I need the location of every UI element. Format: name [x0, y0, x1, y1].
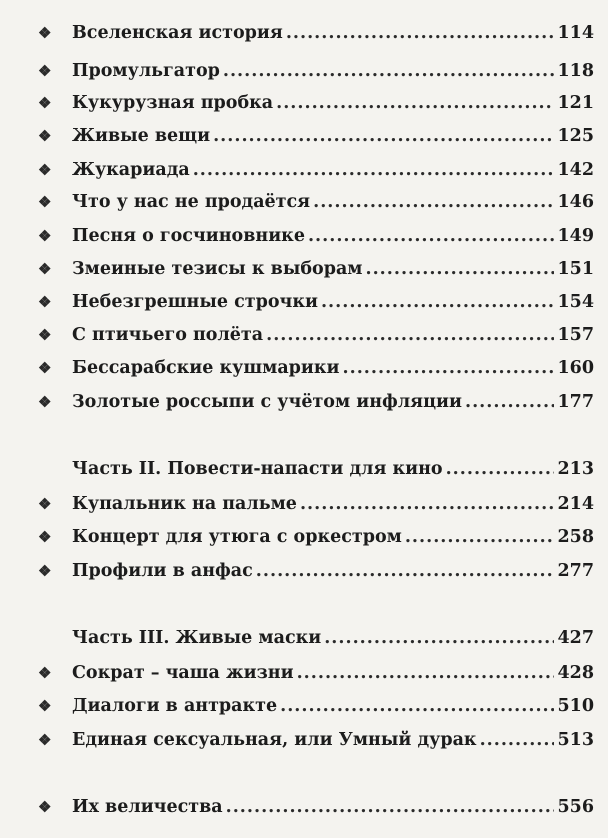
leader-dots — [193, 160, 555, 180]
toc-part-heading[interactable] — [38, 623, 594, 653]
diamond-bullet-icon: ❖ — [38, 24, 52, 42]
diamond-bullet-icon: ❖ — [38, 798, 52, 816]
diamond-bullet-icon: ❖ — [38, 697, 52, 715]
toc-entry[interactable] — [38, 658, 594, 688]
page-number: 157 — [557, 325, 594, 345]
diamond-bullet-icon: ❖ — [38, 293, 52, 311]
page-number: 142 — [557, 160, 594, 180]
diamond-bullet-icon: ❖ — [38, 495, 52, 513]
leader-dots — [213, 126, 554, 146]
toc-entry[interactable] — [38, 187, 594, 217]
entry-title: Бессарабские кушмарики — [72, 358, 340, 378]
toc-entry[interactable] — [38, 489, 594, 519]
leader-dots — [366, 259, 555, 279]
part-title: Часть III. Живые маски — [72, 628, 322, 648]
entry-title: Диалоги в антракте — [72, 696, 278, 716]
diamond-bullet-icon: ❖ — [38, 94, 52, 112]
leader-dots — [324, 628, 554, 648]
diamond-bullet-icon: ❖ — [38, 260, 52, 278]
page-number: 513 — [557, 730, 594, 750]
toc-entry[interactable] — [38, 691, 594, 721]
diamond-bullet-icon: ❖ — [38, 227, 52, 245]
diamond-bullet-icon: ❖ — [38, 664, 52, 682]
toc-entry[interactable] — [38, 792, 594, 822]
page-number: 427 — [557, 628, 594, 648]
diamond-bullet-icon: ❖ — [38, 127, 52, 145]
toc-entry[interactable] — [38, 221, 594, 251]
leader-dots — [280, 696, 554, 716]
diamond-bullet-icon: ❖ — [38, 528, 52, 546]
toc-entry[interactable] — [38, 155, 594, 185]
diamond-bullet-icon: ❖ — [38, 359, 52, 377]
toc-entry[interactable] — [38, 522, 594, 552]
toc-entry[interactable] — [38, 556, 594, 586]
toc-entry[interactable] — [38, 287, 594, 317]
entry-title: Кукурузная пробка — [72, 93, 274, 113]
entry-title: Золотые россыпи с учётом инфляции — [72, 392, 462, 412]
diamond-bullet-icon: ❖ — [38, 731, 52, 749]
toc-entry[interactable] — [38, 320, 594, 350]
entry-title: Профили в анфас — [72, 561, 253, 581]
toc-entry[interactable] — [38, 56, 594, 86]
leader-dots — [286, 23, 555, 43]
entry-title: Змеиные тезисы к выборам — [72, 259, 363, 279]
page-number: 213 — [557, 459, 594, 479]
diamond-bullet-icon: ❖ — [38, 193, 52, 211]
page-number: 121 — [557, 93, 594, 113]
entry-title: С птичьего полёта — [72, 325, 264, 345]
page-number: 146 — [557, 192, 594, 212]
diamond-bullet-icon: ❖ — [38, 161, 52, 179]
toc-entry[interactable] — [38, 121, 594, 151]
part-title: Часть II. Повести-напасти для кино — [72, 459, 443, 479]
entry-title: Жукариада — [72, 160, 190, 180]
diamond-bullet-icon: ❖ — [38, 62, 52, 80]
page-number: 125 — [557, 126, 594, 146]
leader-dots — [300, 494, 555, 514]
page-number: 277 — [557, 561, 594, 581]
leader-dots — [343, 358, 555, 378]
entry-title: Промульгатор — [72, 61, 220, 81]
diamond-bullet-icon: ❖ — [38, 562, 52, 580]
leader-dots — [313, 192, 554, 212]
leader-dots — [276, 93, 554, 113]
page-number: 258 — [557, 527, 594, 547]
leader-dots — [266, 325, 554, 345]
entry-title: Сократ – чаша жизни — [72, 663, 294, 683]
page-number: 118 — [557, 61, 594, 81]
page-number: 154 — [557, 292, 594, 312]
page-number: 177 — [557, 392, 594, 412]
leader-dots — [480, 730, 555, 750]
toc-entry[interactable] — [38, 387, 594, 417]
leader-dots — [446, 459, 555, 479]
leader-dots — [308, 226, 555, 246]
entry-title: Единая сексуальная, или Умный дурак — [72, 730, 477, 750]
entry-title: Вселенская история — [72, 23, 283, 43]
entry-title: Их величества — [72, 797, 223, 817]
leader-dots — [256, 561, 555, 581]
leader-dots — [297, 663, 555, 683]
entry-title: Что у нас не продаётся — [72, 192, 311, 212]
page-number: 428 — [557, 663, 594, 683]
toc-entry[interactable] — [38, 725, 594, 755]
entry-title: Концерт для утюга с оркестром — [72, 527, 402, 547]
toc-entry[interactable] — [38, 18, 594, 48]
page-number: 151 — [557, 259, 594, 279]
page-number: 214 — [557, 494, 594, 514]
toc-entry[interactable] — [38, 254, 594, 284]
page-number: 114 — [557, 23, 594, 43]
toc-entry[interactable] — [38, 353, 594, 383]
leader-dots — [223, 61, 555, 81]
leader-dots — [465, 392, 554, 412]
page-number: 149 — [557, 226, 594, 246]
page-number: 160 — [557, 358, 594, 378]
page-number: 556 — [557, 797, 594, 817]
entry-title: Песня о госчиновнике — [72, 226, 305, 246]
leader-dots — [321, 292, 555, 312]
entry-title: Купальник на пальме — [72, 494, 297, 514]
diamond-bullet-icon: ❖ — [38, 393, 52, 411]
leader-dots — [226, 797, 555, 817]
diamond-bullet-icon: ❖ — [38, 326, 52, 344]
toc-entry[interactable] — [38, 88, 594, 118]
entry-title: Небезгрешные строчки — [72, 292, 318, 312]
leader-dots — [405, 527, 555, 547]
page-number: 510 — [557, 696, 594, 716]
entry-title: Живые вещи — [72, 126, 211, 146]
toc-part-heading[interactable] — [38, 454, 594, 484]
